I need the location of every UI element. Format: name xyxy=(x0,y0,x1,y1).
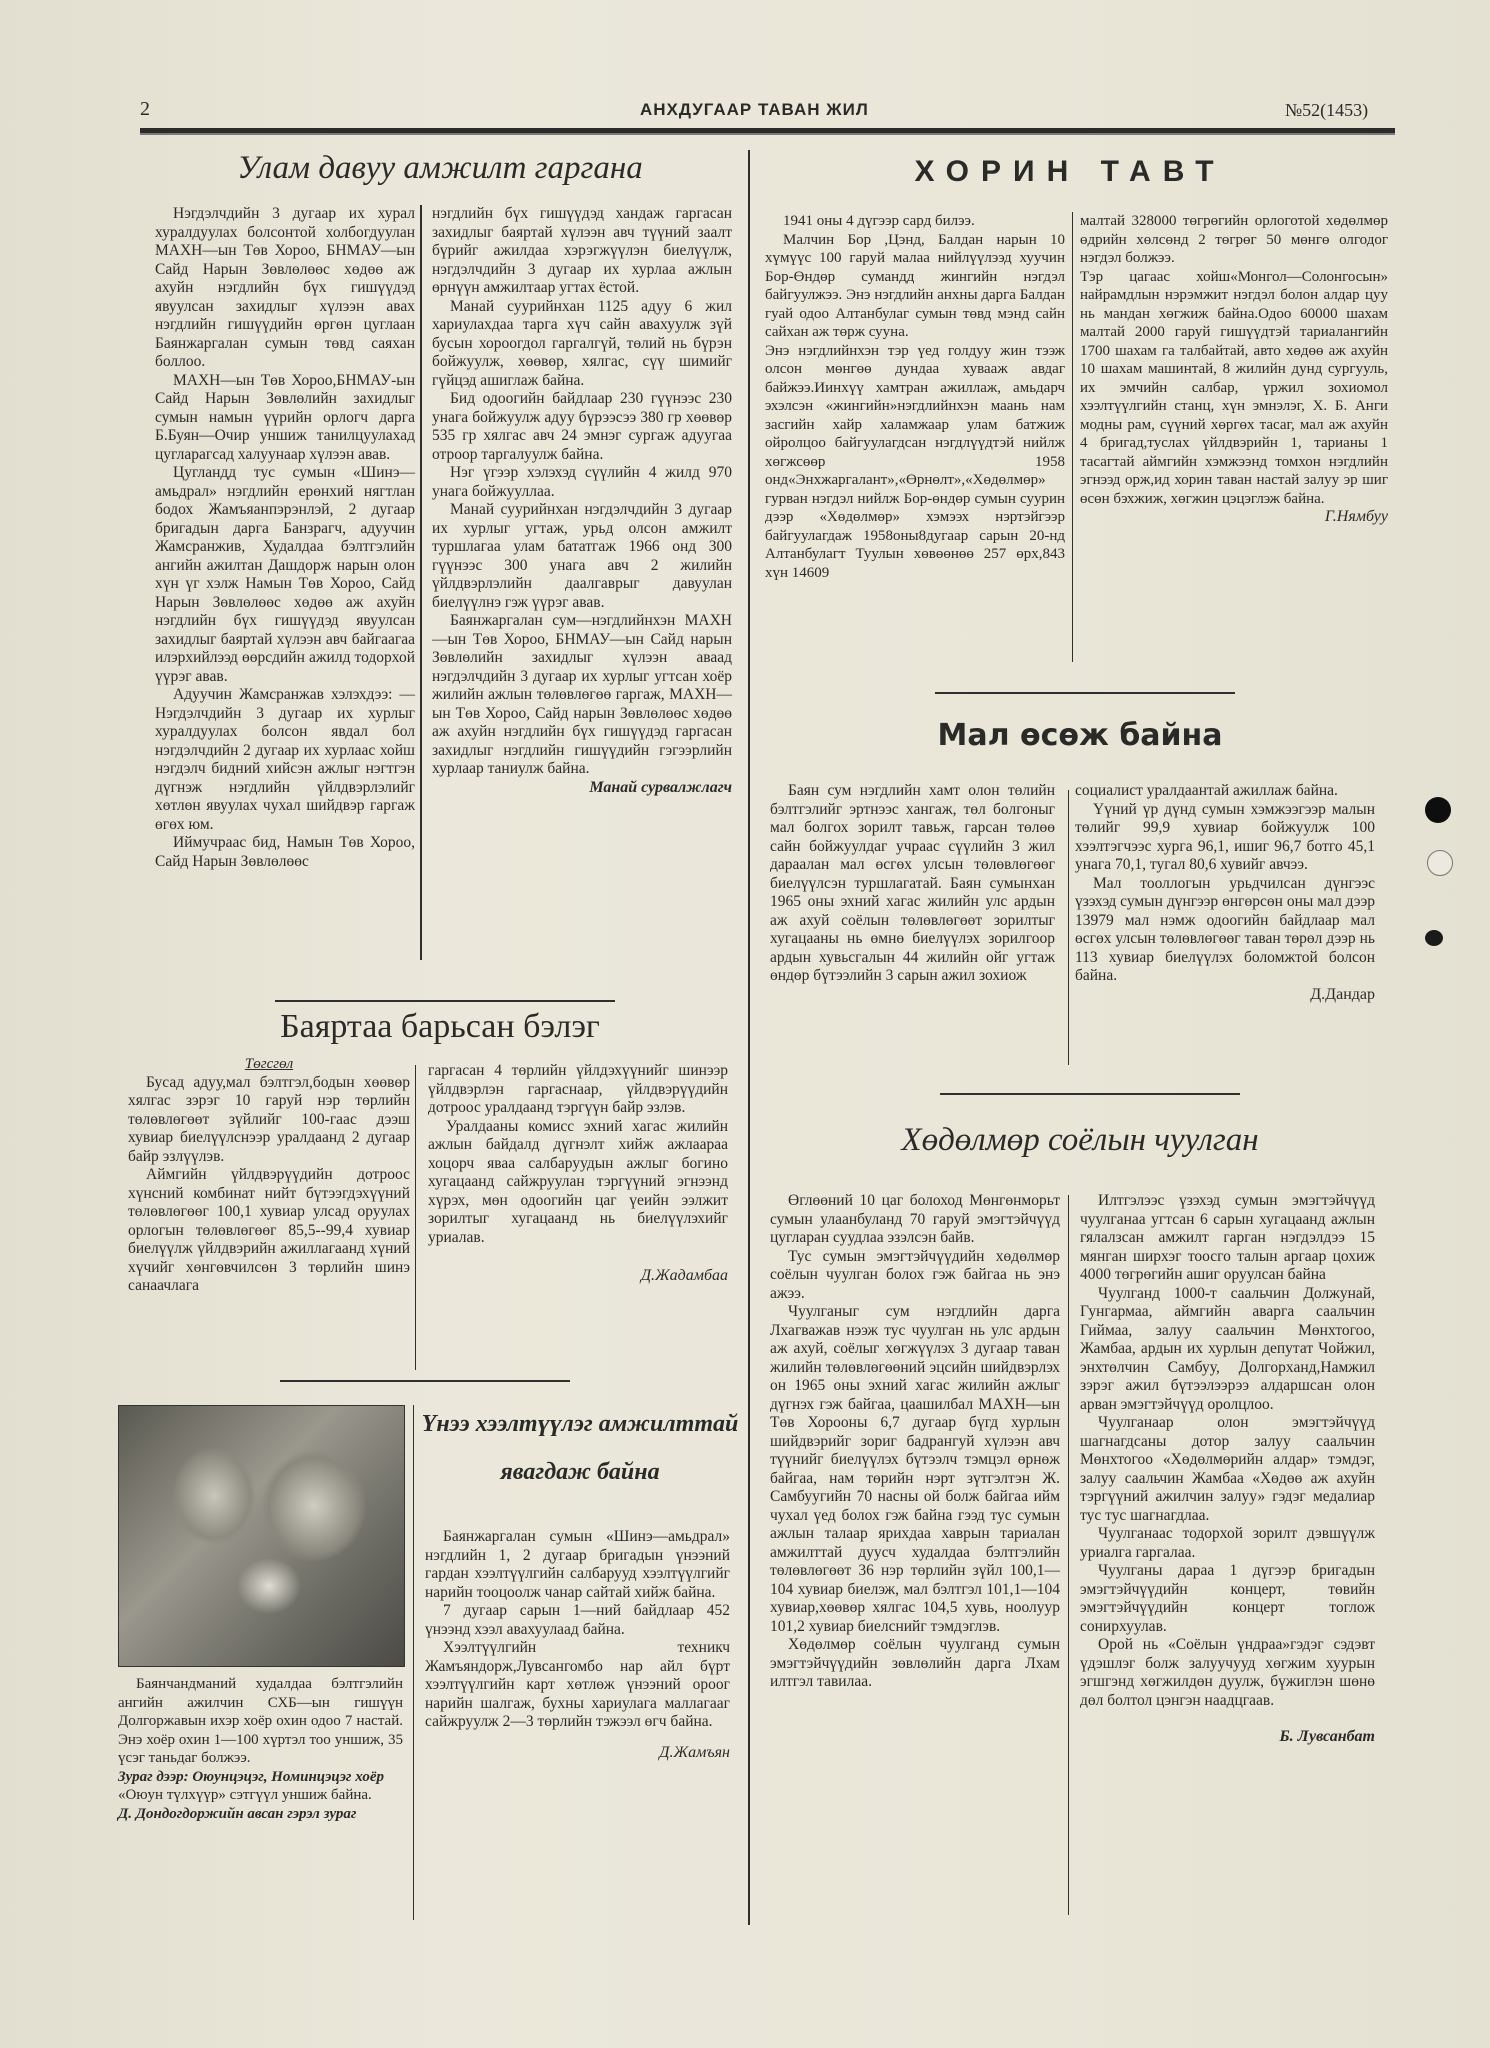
paragraph: Хөдөлмөр соёлын чуулганд сумын эмэгтэйчүүдийн зөвлөлийн дарга Лхам илтгэл тавилаа. xyxy=(770,1636,1060,1690)
paragraph: гаргасан 4 төрлийн үйлдэхүүнийг шинээр үйлдвэрлэн гаргаснаар, үйлдвэрүүдийн дотроос уралдаанд тэргүүн байр эзлэв. xyxy=(428,1062,728,1116)
page-number: 2 xyxy=(140,98,150,120)
column-rule xyxy=(1072,212,1073,662)
article-ulam-davuu-col1 xyxy=(155,205,415,871)
paragraph: социалист уралдаантай ажиллаж байна. xyxy=(1075,782,1338,799)
paragraph: малтай 328000 төгрөгийн орлоготой хөдөлмөр өдрийн хөлсөнд 2 төгрөг 50 мөнгө олгодог нэгдэл болжээ. xyxy=(1080,213,1388,266)
article-title-bayartaa: Баяртаа барьсан бэлэг xyxy=(280,1008,600,1045)
paragraph: Нэгдэлчдийн 3 дугаар их хурал хуралдуулах болсонтой холбогдуулан МАХН—ын Төв Хороо, БНМАУ—ын Сайд Нарын Зөвлөлөөс хөдөө аж ахуйн нэгдлийн бүх гишүүдэд явуулсан захидлыг хүлээн авах нэгдлийн гишүүдийн өргөн цуглаан Баянжаргалан сумын төвд саяхан боллоо. xyxy=(155,205,415,370)
paragraph: Чуулганыг сум нэгдлийн дарга Лхагважав нээж тус чуулган нь улс ардын аж ахуй, соёлыг хөгжүүлэх 3 дугаар таван жилийн төлөвлөгөөний эцсийн шийдвэрлэх он 1965 оны эхний хагас жилийн ажлыг дүгнэх гэж байгаа, цаашилбал МАХН—ын Төв Хорооны 6,7 дугаар бүгд хурлын шийдвэрийг зориг бадрангуй хүлээн авч түүнийг биелүүлэх бүтээлч тэмцэл өрнөж байгаа, нам төрийн нэрт зүтгэлтэн Ж. Самбуугийн 70 насны ой болж байгаа ийм чухал үед болох гэж байна гээд тус сумын ажлын талаар ярихдаа хаврын тариалан амжилттай дуусч худалдаа бэлтгэлийн төлөвлөгөөт 36 нэр төрлийн зүйл 100,1—104 хувиар биелэж, мал бэлтгэл 101,1—104 хувиар,хөөвөр хялгас 104,5 хувь, ноолуур 101,2 хувиар биелснийг тэмдэглэв. xyxy=(770,1303,1060,1635)
byline: Г.Нямбуу xyxy=(1324,508,1388,525)
paragraph: Тус сумын эмэгтэйчүүдийн хөдөлмөр соёлын чуулган болох гэж байгаа нь энэ ажээ. xyxy=(770,1247,1060,1302)
paragraph: 7 дугаар сарын 1—ний байдлаар 452 үнээнд хээл авахуулаад байна. xyxy=(425,1602,730,1638)
paragraph: Чуулганаас тодорхой зорилт дэвшүүлж уриалга гаргалаа. xyxy=(1080,1525,1375,1561)
article-mal-osozh-col1 xyxy=(770,782,1055,986)
issue-number: №52(1453) xyxy=(1285,100,1369,120)
byline: Д.Дандар xyxy=(1310,985,1375,1003)
paragraph: Чуулганаар олон эмэгтэйчүүд шагнагдсаны дотор залуу саальчин Мөнхтогоо «Хөдөлмөрийн алдар» тэмдэг, залуу саальчин Жамбаа «Хөдөө аж ахуйн тэргүүний ажилчин залуу» гэдэг медалиар тус тус шагнагдлаа. xyxy=(1080,1414,1375,1524)
paragraph: нэгдлийн бүх гишүүдэд хандаж гаргасан захидлыг баяртай хүлээн авч түүний заалт бүрийг ажилдаа хэрэгжүүлэн биелүүлж, нэгдэлчдийн 3 дугаар их хурлаа ажлын өрнүүн амжилтаар угтах ёстой. xyxy=(432,205,732,296)
paragraph: Баянжаргалан сум—нэгдлийнхэн МАХН—ын Төв Хороо, БНМАУ—ын Сайд нарын Зөвлөлийн захидлыг хүлээн аваад нэгдэлчдийн 3 дугаар их хурлыг угтсан хоёр жилийн ажлын төлөвлөгөө гаргаж, МАХН—ын Төв Хороо, Сайд нарын Зөвлөлөөс хөдөө аж ахуйн нэгдлийн бүх гишүүдэд гаргасан захидлыг нэгдлийн гишүүдийн гэгээрлийн хурлаар таниулж байна. xyxy=(432,612,732,777)
ornament-rule xyxy=(280,1380,570,1382)
article-khorin-tavt-col1 xyxy=(765,212,1065,582)
paragraph: Өглөөний 10 цаг болоход Мөнгөнморьт сумын улаанбуланд 70 гаруй эмэгтэйчүүд цугларан суудлаа эзэлсэн байв. xyxy=(770,1192,1060,1246)
byline: Д.Жамъян xyxy=(659,1743,730,1761)
paragraph: Манай суурийнхан 1125 адуу 6 жил хариулахдаа тарга хүч сайн авахуулж зүй бусын хороогдол гаргалгүй, төлий нь бүрэн бойжуулж, хөөвөр, хялгас, сүү шимийг гүйцэд ашиглаж байна. xyxy=(432,297,732,389)
column-rule xyxy=(420,205,422,960)
article-khodolmor-col1 xyxy=(770,1192,1060,1692)
article-subtitle: Төгсгөл xyxy=(244,1056,294,1072)
article-mal-osozh-col2 xyxy=(1075,782,1375,1004)
section-rule xyxy=(275,1000,615,1002)
article-khorin-tavt-col2 xyxy=(1080,212,1388,527)
paragraph: Баянжаргалан сумын «Шинэ—амьдрал» нэгдлийн 1, 2 дугаар бригадын үнээний гардан хээлтүүлгийн салбарууд хээлтүүлгийг нарийн тооцоолж чанар сайтай хийж байна. xyxy=(425,1528,730,1601)
column-rule xyxy=(1068,1195,1069,1915)
paragraph: Иймучраас бид, Намын Төв Хороо, Сайд Нарын Зөвлөлөөс xyxy=(155,834,415,870)
binder-hole xyxy=(1425,930,1443,946)
paragraph: Уралдааны комисс эхний хагас жилийн ажлын байдалд дүгнэлт хийж ажлаараа хоцорч яваа салбаруудын ажлыг богино хугацаанд сайжруулан тэргүүний эгнээнд хүрэх, мөн одоогийн цаг үеийн ээлжит зорилтыг хугацаанд нь биелүүлэхийг уриалав. xyxy=(428,1117,728,1246)
article-bayartaa-col2 xyxy=(428,1062,728,1286)
article-title-khodolmor: Хөдөлмөр соёлын чуулган xyxy=(901,1122,1259,1158)
paragraph: Цугландд тус сумын «Шинэ—амьдрал» нэгдлийн ерөнхий нягтлан бодох Жамъяанпэрэнлэй, 2 дугаар бригадын дарга Банзрагч, адуучин Жамсранжив, Худалдаа бэлтгэлийн ангийн ажилтан Дашдорж нарын олон хүн үг хэлж Намын Төв Хороо, Сайд Нарын Зөвлөлөөс хөдөө аж ахуйн нэгдлийн бүх гишүүдэд явуулсан захидлыг баяртай хүлээн авч байгаагаа илэрхийлээд өөрсдийн ажилд тодорхой үүрэг авав. xyxy=(155,464,415,685)
paragraph: Малчин Бор ,Цэнд, Балдан нарын 10 хүмүүс 100 гаруй малаа нийлүүлээд хуучин Бор-Өндөр сумандд жингийн нэгдэл байгуулжээ. Энэ нэгдлийн анхны дарга Балдан гуай одоо Алтанбулаг сумын төвд мэнд сайн сайхан аж төрж сууна. xyxy=(765,231,1065,340)
caption-in-photo: Зураг дээр: Оюунцэцэг, Номинцэцэг хоёр xyxy=(118,1768,385,1785)
column-rule xyxy=(1068,790,1069,1065)
section-divider xyxy=(748,150,750,1925)
paragraph: Бусад адуу,мал бэлтгэл,бодын хөөвөр хялгас зэрэг 10 гаруй нэр төрлийн төлөвлөгөөт зүйлийг 100-гаас дээш хувиар биелүүлснээр уралдаанд 2 дугаар байр эзлүүлэв. xyxy=(128,1073,410,1165)
paragraph: Чуулганд 1000-т саальчин Должунай, Гунгармаа, аймгийн аварга саальчин Гиймаа, залуу саальчин Мөнхтогоо, Жамбаа, ардын их хурлын депутат Чойжил, энхтөлчин Самбуу, Долгорханд,Намжил зэрэг ажил бүтээлээрээ алдаршсан олон арван эмэгтэйчүүд оролцлоо. xyxy=(1080,1284,1375,1413)
ornament-rule xyxy=(940,1093,1240,1095)
byline: Д.Жадамбаа xyxy=(640,1267,728,1284)
paragraph: Аймгийн үйлдвэрүүдийн дотроос хүнсний комбинат нийт бүтээгдэхүүний төлөвлөгөөг 100,1 хувиар улсад оруулах орлогын төлөвлөгөөг 85,5--99,4 хувиар биелүүлж үйлдвэрийн ажиллагаанд хүний хүчийг хөнгөвчилсөн 3 төрлийн шинэ санаачлага xyxy=(128,1166,410,1294)
caption-text: Баянчандманий худалдаа бэлтгэлийн ангийн ажилчин СХБ—ын гишүүн Долгоржавын ихэр хоёр охин одоо 7 настай. Энэ хоёр охин 1—100 хүртэл тоо уншиж, 35 үсэг таньдаг болжээ. xyxy=(118,1676,403,1766)
article-title-khorin-tavt: ХОРИН ТАВТ xyxy=(914,155,1226,188)
paragraph: Баян сум нэгдлийн хамт олон төлийн бэлтгэлийг эртнээс хангаж, төл болгоныг мал болгох зорилт тавьж, гарсан төлөө сайн бойжуулдаг учраас сүүлийн 3 жил дараалан мал өсгөх улсын төлөвлөгөөг биелүүлсэн туршлагатай. Баян сумынхан 1965 оны эхний хагас жилийн улс ардын аж ахуй соёлын төлөвлөгөөт зорилтыг хугацааны нь өмнө биелүүлэх зорилгоор ардын хувьсгалын 44 жилийн ойг угтаж өндөр бүтээлийн 3 сарын ажил зохиож xyxy=(770,782,1055,984)
photo-caption xyxy=(118,1675,403,1823)
paragraph: Үүний үр дүнд сумын хэмжээгээр малын төлийг 99,9 хувиар бойжуулж 100 хээлтэгчээс хурга 96,1, ишиг 96,7 ботго 45,1 унага 70,1, тугал 80,6 хувийг авчээ. xyxy=(1075,800,1375,873)
paragraph: Орой нь «Соёлын үндраа»гэдэг сэдэвт үдэшлэг болж залуучууд хөгжим хуурын эгшгэнд хөгжилдөн дуулж, бүжиглэн шөнө дөл болтол цэнгэн наадцгаав. xyxy=(1080,1636,1375,1709)
article-title-mal-osozh: Мал өсөж байна xyxy=(937,718,1223,753)
paragraph: Хээлтүүлгийн техникч Жамъяндорж,Лувсангомбо нар айл бүрт хээлтүүлгийн карт хөтлөж үнээний ороог нарийн шалгаж, бухны хариулага маллагааг сайжруулж 2—3 төрлийн тэжээл өгч байна. xyxy=(425,1639,730,1730)
paragraph: Адуучин Жамсранжав хэлэхдээ: —Нэгдэлчдийн 3 дугаар их хурлыг хуралдуулах болсон явдал бол нэгдэлчдийн 2 дугаар их хурлаас хойш нэгдэлч бидний хийсэн ажлыг нэгтгэн дүгнэж нэгдлийн үйлдвэрлэлийг хөтлөн явуулах чухал шийдвэр гаргаж өгөх юм. xyxy=(155,686,415,833)
paragraph: Тэр цагаас хойш«Монгол—Солонгосын» найрамдлын нэрэмжит нэгдэл болон алдар цуу нь мандан хөгжиж байна.Одоо 60000 шахам малтай 2000 гаруй гишүүдтэй тариалангийн 1700 шахам га талбайтай, авто хөдөө аж ахуйн 10 шахам машинтай, 8 жилийн дунд сургууль, их эмчийн салбар, үржил зохиомол хээлтүүлгийн станц, хүн эмнэлэг, Х. Б. Анги модны рам, сүүний хөргөх тасаг, мал аж ахуйн 4 бригад,туслах үйлдвэрийн 1, тарианы 1 тасагтай аймгийн хэмжээнд томхон нэгдлийн эгнээд орж,ид хорин таван настай залуу эр шиг өсөн бэхжиж, хөгжин цэцэглэж байна. xyxy=(1080,268,1388,507)
newspaper-title: АНХДУГААР ТАВАН ЖИЛ xyxy=(640,100,869,119)
paragraph: Энэ нэгдлийнхэн тэр үед голдуу жин тээж олсон мөнгөө дундаа хуваaж авдаг байжээ.Иинхүү хамтран ажиллаж, амьдарч эхэлсэн «жингийн»нэгдлийнхэн маань нам засгийн хайр халамжаар улам батжиж ойролцоо байгуулагдсан нэгдлүүдтэй нийлж хөгжсөөр 1958 онд«Энхжаргалант»,«Өрнөлт»,«Хөдөлмөр» гурван нэгдэл нийлж Бор-өндөр сумын суурин дээр «Хөдөлмөр» хэмээх нэртэйгээр байгуулагдаж 1958оны8дугаар сарын 20-нд Алтанбулагт Туулын хөвөөнөө 257 өрх,843 хүн 14609 xyxy=(765,342,1065,581)
paragraph: Илтгэлээс үзэхэд сумын эмэгтэйчүүд чуулганаа угтсан 6 сарын хугацаанд ажлын гялалзсан амжилт гарган нэгдэлдээ 15 мянган ширхэг тоосго талын аргаар цохиж 4000 төгрөгийн ашиг оруулсан байна xyxy=(1080,1192,1375,1283)
header-rule xyxy=(140,128,1395,135)
paragraph: 1941 оны 4 дүгээр сард билээ. xyxy=(783,213,975,229)
ornament-rule xyxy=(935,692,1235,694)
article-title-ulam-davuu: Улам давуу амжилт гаргана xyxy=(237,150,643,186)
article-bayartaa-col1 xyxy=(128,1055,410,1296)
photo-twin-girls-reading xyxy=(118,1405,405,1667)
article-unee-khees-body xyxy=(425,1528,730,1762)
binder-hole xyxy=(1427,850,1453,876)
paragraph: Манай суурийнхан нэгдэлчдийн 3 дугаар их хурлыг угтаж, урьд олсон амжилт туршлагаа улам бататгаж 1966 онд 300 гүүнээс 300 унага авч 2 жилийн үйлдвэрлэлийн даалгаврыг давуулан биелүүлнэ гэж үүрэг авав. xyxy=(432,501,732,611)
paragraph: Чуулганы дараа 1 дүгээр бригадын эмэгтэйчүүдийн концерт, төвийн эмэгтэйчүүдийн концерт тоглож сонирхуулав. xyxy=(1080,1562,1375,1635)
paragraph: Мал тооллогын урьдчилсан дүнгээс үзэхэд сумын дүнгээр өнгөрсөн оны мал дээр 13979 мал нэмж одоогийн байдлаар мал өсгөх улсын төлөвлөгөөг таван төрөл дээр нь 113 хувиар биелүүлэх боломжтой болсон байна. xyxy=(1075,874,1375,984)
column-rule xyxy=(415,1065,416,1370)
article-title-unee-khees: Үнээ хээлтүүлэг амжилттай явагдаж байна xyxy=(421,1411,739,1485)
column-rule xyxy=(413,1405,414,1920)
photo-credit: Д. Дондогдоржийн авсан гэрэл зураг xyxy=(118,1805,357,1822)
article-ulam-davuu-col2 xyxy=(432,205,732,797)
paragraph: Нэг үгээр хэлэхэд сүүлийн 4 жилд 970 унага бойжууллаа. xyxy=(432,464,732,500)
paragraph: Бид одоогийн байдлаар 230 гүүнээс 230 унага бойжуулж адуу бүрээсээ 380 гр хөөвөр 535 гр хялгас авч 24 эмнэг сургаж адуугаа отроор таргалуулж байна. xyxy=(432,390,732,463)
byline: Б. Лувсанбат xyxy=(1279,1728,1375,1745)
article-khodolmor-col2 xyxy=(1080,1192,1375,1747)
paragraph: МАХН—ын Төв Хороо,БНМАУ-ын Сайд Нарын Зөвлөлийн захидлыг сумын намын үүрийн орлогч дарга Б.Буян—Очир уншиж танилцуулахад цугларагсад халуунаар хүлээн авав. xyxy=(155,371,415,463)
byline: Манай сурвалжлагч xyxy=(589,778,732,796)
caption-text: «Оюун түлхүүр» сэтгүүл уншиж байна. xyxy=(118,1787,372,1803)
binder-hole xyxy=(1425,797,1451,823)
